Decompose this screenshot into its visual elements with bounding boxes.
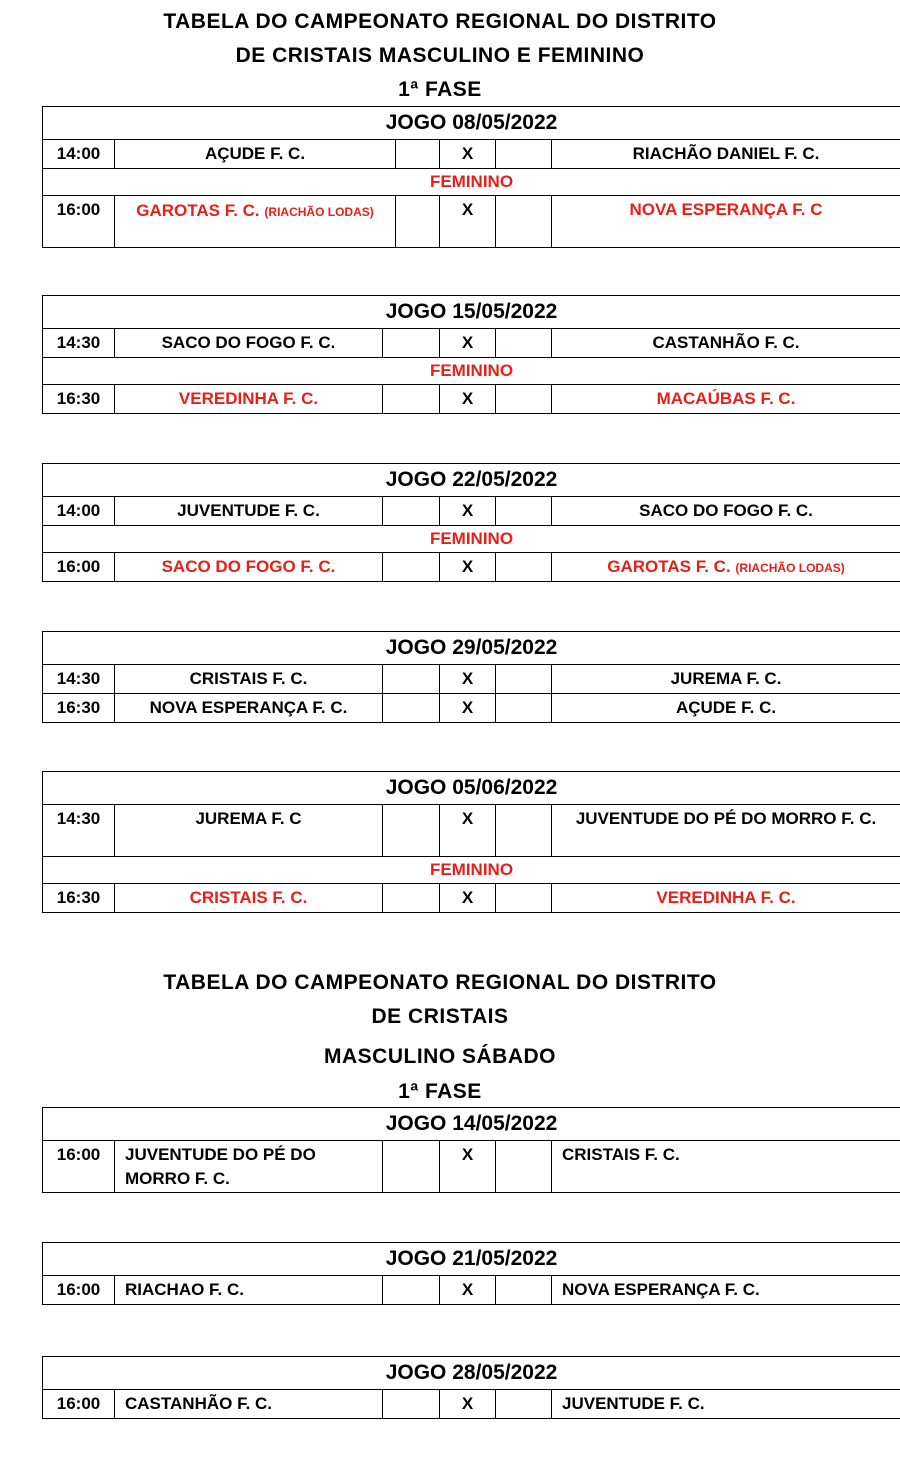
second-title-line3: MASCULINO SÁBADO — [324, 1045, 556, 1068]
home-team: NOVA ESPERANÇA F. C. — [115, 694, 383, 723]
home-score — [383, 329, 440, 358]
away-team: SACO DO FOGO F. C. — [552, 497, 900, 526]
round-table-4 — [42, 631, 900, 723]
versus-mark: X — [440, 1390, 496, 1419]
versus-mark: X — [440, 884, 496, 913]
feminino-label: FEMININO — [43, 358, 900, 385]
saturday-round-table-2 — [42, 1242, 900, 1305]
versus-mark: X — [440, 1276, 496, 1305]
saturday-round-table-3 — [42, 1356, 900, 1419]
away-score — [496, 140, 552, 169]
round-header: JOGO 14/05/2022 — [43, 1108, 900, 1141]
home-team: AÇUDE F. C. — [115, 140, 396, 169]
away-team: JUVENTUDE DO PÉ DO MORRO F. C. — [552, 805, 900, 857]
match-time: 14:30 — [43, 805, 115, 857]
round-header: JOGO 08/05/2022 — [43, 107, 900, 140]
versus-mark: X — [440, 196, 496, 248]
main-title-line1: TABELA DO CAMPEONATO REGIONAL DO DISTRITO — [163, 10, 717, 33]
second-phase-label: 1ª FASE — [398, 1080, 482, 1103]
away-score — [496, 884, 552, 913]
away-score — [496, 497, 552, 526]
versus-mark: X — [440, 329, 496, 358]
match-time: 14:00 — [43, 140, 115, 169]
round-header: JOGO 29/05/2022 — [43, 632, 900, 665]
home-score — [396, 196, 440, 248]
saturday-round-table-1 — [42, 1107, 900, 1193]
round-header: JOGO 21/05/2022 — [43, 1243, 900, 1276]
away-score — [496, 1141, 552, 1193]
feminino-label: FEMININO — [43, 857, 900, 884]
main-title-line2: DE CRISTAIS MASCULINO E FEMININO — [235, 44, 645, 67]
versus-mark: X — [440, 694, 496, 723]
away-score — [496, 805, 552, 857]
home-score — [383, 694, 440, 723]
round-header: JOGO 28/05/2022 — [43, 1357, 900, 1390]
match-time: 16:00 — [43, 1276, 115, 1305]
team-note: (RIACHÃO LODAS) — [264, 205, 374, 219]
versus-mark: X — [440, 140, 496, 169]
versus-mark: X — [440, 1141, 496, 1193]
away-score — [496, 385, 552, 414]
home-team: CRISTAIS F. C. — [115, 884, 383, 913]
versus-mark: X — [440, 805, 496, 857]
away-score — [496, 694, 552, 723]
home-score — [383, 1276, 440, 1305]
away-team: CRISTAIS F. C. — [552, 1141, 900, 1193]
home-score — [383, 385, 440, 414]
home-team: CASTANHÃO F. C. — [115, 1390, 383, 1419]
match-time: 16:30 — [43, 694, 115, 723]
away-team: MACAÚBAS F. C. — [552, 385, 900, 414]
away-team: GAROTAS F. C. (RIACHÃO LODAS) — [552, 553, 900, 582]
round-table-5 — [42, 771, 900, 913]
home-score — [383, 1390, 440, 1419]
round-table-2 — [42, 295, 900, 414]
team-note: (RIACHÃO LODAS) — [735, 561, 845, 575]
away-score — [496, 553, 552, 582]
match-time: 14:00 — [43, 497, 115, 526]
home-team: SACO DO FOGO F. C. — [115, 553, 383, 582]
home-score — [383, 553, 440, 582]
match-time: 14:30 — [43, 329, 115, 358]
round-header: JOGO 15/05/2022 — [43, 296, 900, 329]
away-team: VEREDINHA F. C. — [552, 884, 900, 913]
match-time: 16:00 — [43, 553, 115, 582]
away-team: JUVENTUDE F. C. — [552, 1390, 900, 1419]
second-title-line2: DE CRISTAIS — [371, 1005, 509, 1028]
round-table-1 — [42, 106, 900, 248]
away-team: RIACHÃO DANIEL F. C. — [552, 140, 900, 169]
round-header: JOGO 05/06/2022 — [43, 772, 900, 805]
second-title-line1: TABELA DO CAMPEONATO REGIONAL DO DISTRITO — [163, 971, 717, 994]
home-score — [383, 665, 440, 694]
feminino-label: FEMININO — [43, 169, 900, 196]
match-time: 16:00 — [43, 1390, 115, 1419]
away-team: NOVA ESPERANÇA F. C — [552, 196, 900, 248]
round-header: JOGO 22/05/2022 — [43, 464, 900, 497]
versus-mark: X — [440, 665, 496, 694]
home-team: GAROTAS F. C. (RIACHÃO LODAS) — [115, 196, 396, 248]
away-team: AÇUDE F. C. — [552, 694, 900, 723]
home-score — [383, 1141, 440, 1193]
home-team: VEREDINHA F. C. — [115, 385, 383, 414]
home-team: JUVENTUDE F. C. — [115, 497, 383, 526]
match-time: 16:00 — [43, 196, 115, 248]
match-time: 16:00 — [43, 1141, 115, 1193]
home-score — [383, 884, 440, 913]
match-time: 14:30 — [43, 665, 115, 694]
away-team: JUREMA F. C. — [552, 665, 900, 694]
feminino-label: FEMININO — [43, 526, 900, 553]
match-time: 16:30 — [43, 385, 115, 414]
home-score — [396, 140, 440, 169]
versus-mark: X — [440, 497, 496, 526]
away-score — [496, 196, 552, 248]
main-phase-label: 1ª FASE — [398, 78, 482, 101]
home-team: CRISTAIS F. C. — [115, 665, 383, 694]
home-team: JUREMA F. C — [115, 805, 383, 857]
home-team: RIACHAO F. C. — [115, 1276, 383, 1305]
away-team: CASTANHÃO F. C. — [552, 329, 900, 358]
away-score — [496, 1276, 552, 1305]
home-team: JUVENTUDE DO PÉ DO MORRO F. C. — [115, 1141, 383, 1193]
away-score — [496, 329, 552, 358]
round-table-3 — [42, 463, 900, 582]
away-score — [496, 665, 552, 694]
home-score — [383, 805, 440, 857]
match-time: 16:30 — [43, 884, 115, 913]
home-team: SACO DO FOGO F. C. — [115, 329, 383, 358]
versus-mark: X — [440, 553, 496, 582]
away-score — [496, 1390, 552, 1419]
away-team: NOVA ESPERANÇA F. C. — [552, 1276, 900, 1305]
versus-mark: X — [440, 385, 496, 414]
home-score — [383, 497, 440, 526]
